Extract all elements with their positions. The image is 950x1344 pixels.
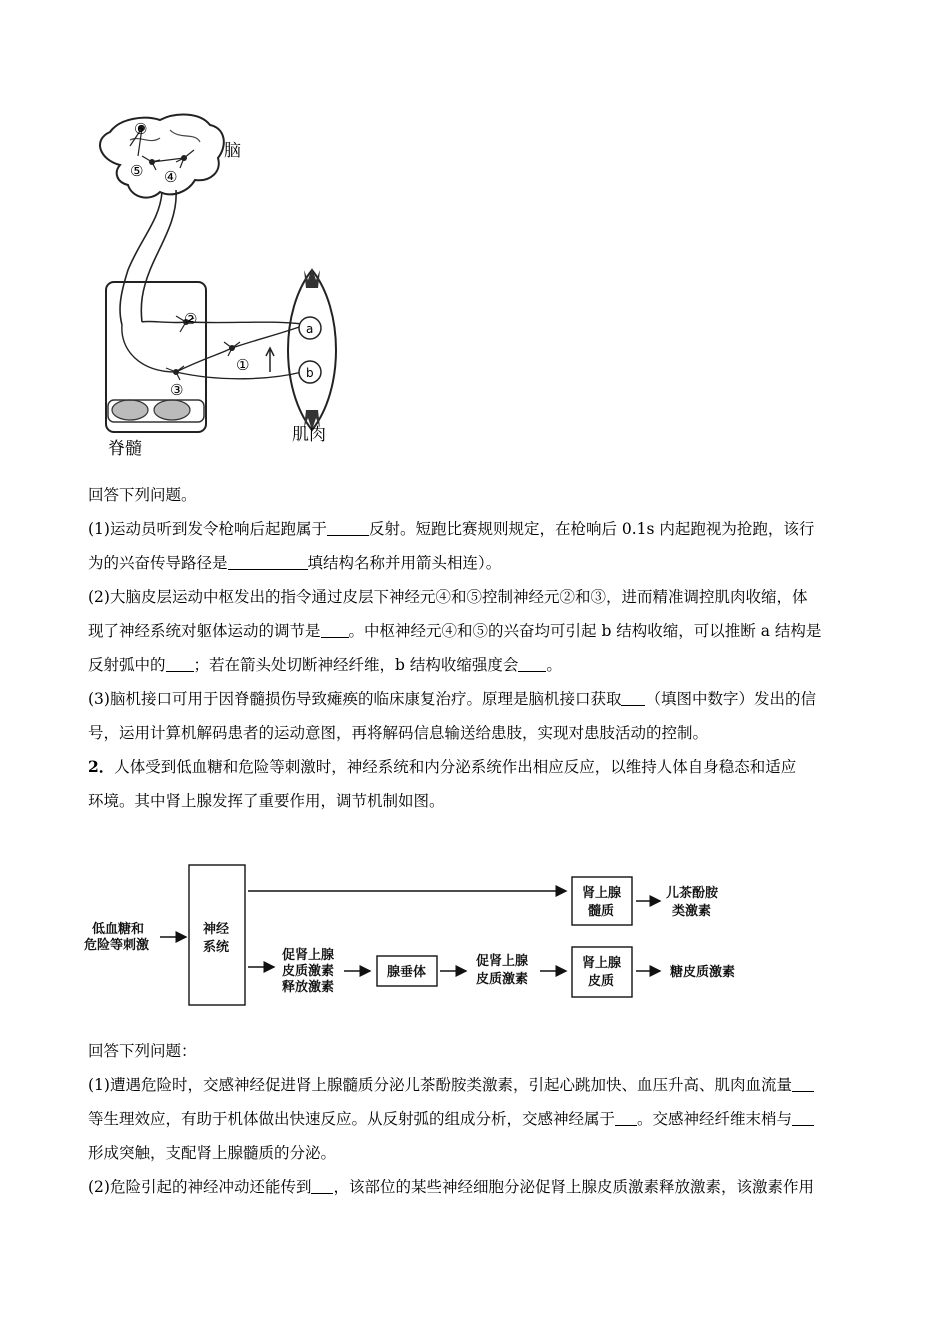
answer-blank[interactable]: [228, 551, 308, 570]
label-brain: 脑: [224, 141, 241, 161]
crh-text-1: 促肾上腺: [282, 948, 335, 963]
brain-outline: [100, 115, 224, 198]
answer-blank[interactable]: [615, 1107, 637, 1126]
q2-line2: 现了神经系统对躯体运动的调节是 。中枢神经元④和⑤的兴奋均可引起 b 结构收缩，可以推断 a 结构是: [88, 614, 878, 648]
neuron-1: [224, 342, 240, 356]
nervous-system-text-2: 系统: [203, 940, 230, 955]
s2-q2-line1: (2)危险引起的神经冲动还能传到 ，该部位的某些神经细胞分泌促肾上腺皮质激素释放激素，该激素作用: [88, 1170, 878, 1204]
answer-blank[interactable]: [792, 1073, 814, 1092]
q1-line1: (1)运动员听到发令枪响后起跑属于 反射。短跑比赛规则规定，在枪响后 0.1s 内起跑视为抢跑，该行: [88, 512, 878, 546]
reflex-arc-diagram: [80, 110, 370, 470]
glucocorticoid-text: 糖皮质激素: [670, 965, 736, 980]
adrenal-cortex-text-1: 肾上腺: [582, 956, 622, 971]
catecholamine-text-1: 儿茶酚胺: [666, 886, 719, 901]
muscle-outline: [288, 270, 336, 430]
question2-line1: 2．人体受到低血糖和危险等刺激时，神经系统和内分泌系统作出相应反应，以维持人体自身稳态和适应: [88, 757, 797, 776]
adrenal-cortex-text-2: 皮质: [588, 974, 615, 989]
stimulus-text-1: 低血糖和: [92, 922, 145, 937]
reflex-arc-figure: [80, 110, 370, 470]
s2-q1-line3: 形成突触，支配肾上腺髓质的分泌。: [88, 1144, 337, 1162]
answer-blank[interactable]: [792, 1107, 814, 1126]
label-3: ③: [170, 381, 184, 399]
q2-line1: (2)大脑皮层运动中枢发出的指令通过皮层下神经元④和⑤控制神经元②和③，进而精准调控肌肉收缩，体: [88, 588, 808, 606]
catecholamine-text-2: 类激素: [672, 904, 712, 919]
answer-blank[interactable]: [327, 517, 369, 536]
label-4: ④: [164, 168, 178, 186]
acth-text-1: 促肾上腺: [476, 954, 529, 969]
adrenal-cortex-box: [572, 947, 632, 997]
pituitary-text: 腺垂体: [387, 965, 427, 980]
answer-blank[interactable]: [321, 619, 349, 638]
label-a: a: [306, 322, 314, 336]
adrenal-medulla-text-1: 肾上腺: [582, 886, 622, 901]
neuron-5: [142, 156, 160, 170]
cut-arrow: [266, 348, 274, 372]
answer-blank[interactable]: [518, 653, 546, 672]
label-5: ⑤: [130, 162, 144, 180]
adrenal-regulation-figure: [80, 855, 780, 1015]
label-spinal-cord: 脊髓: [108, 439, 142, 459]
label-2: ②: [184, 310, 198, 328]
crh-text-3: 释放激素: [282, 980, 335, 995]
q1-line2: 为的兴奋传导路径是 填结构名称并用箭头相连）。: [88, 546, 878, 580]
label-6: ⑥: [134, 120, 148, 138]
q3-line1: (3)脑机接口可用于因脊髓损伤导致瘫痪的临床康复治疗。原理是脑机接口获取 （填图中数字）发出的信: [88, 682, 878, 716]
label-1: ①: [236, 356, 250, 374]
answer-blank[interactable]: [311, 1175, 333, 1194]
acth-text-2: 皮质激素: [476, 972, 529, 987]
nervous-system-text-1: 神经: [203, 922, 230, 937]
answer-blank[interactable]: [166, 653, 194, 672]
question2-line2: 环境。其中肾上腺发挥了重要作用，调节机制如图。: [88, 792, 445, 810]
section2-intro: 回答下列问题：: [88, 1042, 197, 1060]
s2-q1-line2: 等生理效应，有助于机体做出快速反应。从反射弧的组成分析，交感神经属于 。交感神经纤维末梢与: [88, 1102, 878, 1136]
answer-blank[interactable]: [621, 687, 645, 706]
s2-q1-line1: (1)遭遇危险时，交感神经促进肾上腺髓质分泌儿茶酚胺类激素，引起心跳加快、血压升高、肌肉血流量: [88, 1068, 878, 1102]
q3-line2: 号，运用计算机解码患者的运动意图，再将解码信息输送给患肢，实现对患肢活动的控制。: [88, 724, 709, 742]
label-muscle: 肌肉: [292, 425, 326, 445]
adrenal-flow-diagram: [80, 855, 780, 1015]
label-b: b: [306, 366, 314, 380]
q2-line3: 反射弧中的 ；若在箭头处切断神经纤维，b 结构收缩强度会 。: [88, 648, 878, 682]
crh-text-2: 皮质激素: [282, 964, 335, 979]
question2-text: [88, 1034, 878, 1204]
question1-text: [88, 478, 878, 818]
section1-intro: 回答下列问题。: [88, 486, 197, 504]
adrenal-medulla-text-2: 髓质: [588, 904, 615, 919]
stimulus-text-2: 危险等刺激: [84, 938, 150, 953]
